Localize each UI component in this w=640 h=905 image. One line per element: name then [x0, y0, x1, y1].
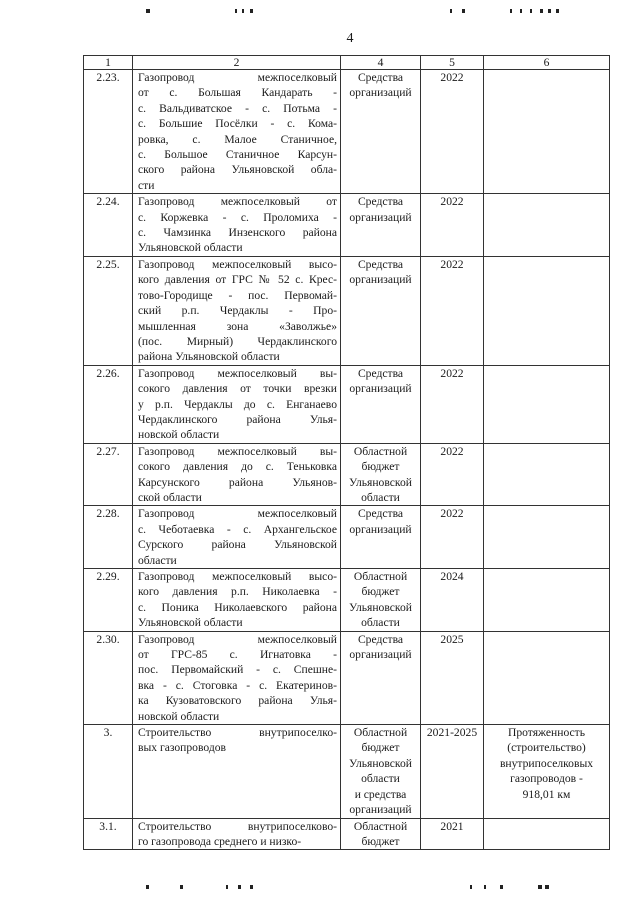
- name-line: с. Вальдиватское - с. Потьма -: [138, 101, 337, 115]
- row-name: [133, 365, 341, 443]
- name-line: тово-Городище - пос. Первомай-: [138, 288, 337, 302]
- name-line: сокого давления до с. Теньковка: [138, 460, 337, 474]
- row-name: [133, 256, 341, 365]
- implementation-year: 2025: [421, 631, 484, 724]
- source-line: Средства: [357, 507, 404, 521]
- name-line: го газопровода среднего и низко-: [138, 834, 302, 848]
- name-line: с. Поника Николаевского района: [138, 600, 337, 614]
- header-col-1: 1: [84, 56, 133, 70]
- name-line: Строительство внутрипоселко-: [138, 726, 337, 740]
- name-line: Газопровод межпоселковый вы-: [138, 366, 337, 380]
- name-line: кого давления от ГРС № 52 с. Крес-: [138, 273, 337, 287]
- source-line: и средства: [354, 787, 407, 801]
- name-line: Газопровод межпоселковый: [138, 71, 337, 84]
- name-line: новской области: [138, 709, 220, 723]
- name-line: ка Кузоватовского района Улья-: [138, 694, 337, 708]
- table-row: [84, 365, 610, 443]
- name-line: кого давления р.п. Николаевка -: [138, 585, 337, 599]
- source-line: Средства: [357, 257, 404, 271]
- table-row: [84, 443, 610, 506]
- indicator-line: внутрипоселковых: [499, 756, 594, 770]
- name-line: Газопровод межпоселковый вы-: [138, 444, 337, 458]
- source-line: области: [361, 490, 400, 504]
- implementation-year: 2022: [421, 256, 484, 365]
- name-line: Чердаклинского района Улья-: [138, 412, 337, 426]
- source-line: бюджет: [361, 460, 400, 474]
- table-row: [84, 725, 610, 818]
- source-line: Областной: [353, 570, 408, 583]
- header-col-2: 2: [133, 56, 341, 70]
- source-line: Ульяновской: [349, 600, 412, 614]
- row-number: 2.23.: [84, 70, 133, 194]
- name-line: Газопровод межпоселковый от: [138, 195, 337, 209]
- row-number: 2.25.: [84, 256, 133, 365]
- source-line: Ульяновской: [349, 756, 412, 770]
- indicator-line: (строительство): [507, 741, 586, 755]
- indicator: [484, 256, 610, 365]
- implementation-year: 2021-2025: [421, 725, 484, 818]
- name-line: мышленная зона «Заволжье»: [138, 319, 337, 333]
- name-line: района Ульяновской области: [138, 350, 280, 364]
- name-line: новской области: [138, 428, 220, 442]
- indicator: [484, 443, 610, 506]
- row-number: 2.30.: [84, 631, 133, 724]
- implementation-year: 2022: [421, 70, 484, 194]
- name-line: ской области: [138, 490, 202, 504]
- row-number: 2.28.: [84, 506, 133, 569]
- indicator: [484, 70, 610, 194]
- row-name: [133, 194, 341, 257]
- source-line: бюджет: [361, 741, 400, 755]
- header-col-6: 6: [484, 56, 610, 70]
- name-line: Ульяновской области: [138, 616, 243, 630]
- funding-source: [341, 818, 421, 850]
- name-line: (пос. Мирный) Чердаклинского: [138, 334, 337, 348]
- source-line: организаций: [349, 648, 412, 662]
- source-line: области: [361, 772, 400, 786]
- name-line: Карсунского района Ульянов-: [138, 475, 337, 489]
- funding-source: [341, 365, 421, 443]
- source-line: организаций: [349, 803, 412, 817]
- source-line: Областной: [353, 726, 408, 740]
- funding-source: [341, 70, 421, 194]
- indicator-line: Протяженность: [507, 726, 586, 740]
- source-line: бюджет: [361, 585, 400, 599]
- name-line: с. Большие Посёлки - с. Кома-: [138, 117, 337, 131]
- name-line: Сурского района Ульяновской: [138, 538, 337, 552]
- implementation-year: 2022: [421, 443, 484, 506]
- table-row: [84, 818, 610, 850]
- indicator: [484, 365, 610, 443]
- indicator: [484, 569, 610, 632]
- row-number: 2.26.: [84, 365, 133, 443]
- name-line: с. Коржевка - с. Проломиха -: [138, 210, 337, 224]
- funding-source: [341, 506, 421, 569]
- funding-source: [341, 256, 421, 365]
- name-line: ровка, с. Малое Станичное,: [138, 132, 337, 146]
- funding-source: [341, 194, 421, 257]
- header-row: [84, 56, 610, 70]
- name-line: Строительство внутрипоселково-: [138, 819, 337, 833]
- name-line: сокого давления от точки врезки: [138, 382, 337, 396]
- name-line: от ГРС-85 с. Игнатовка -: [138, 648, 337, 662]
- table-row: [84, 70, 610, 194]
- table-row: [84, 194, 610, 257]
- implementation-year: 2022: [421, 194, 484, 257]
- name-line: Ульяновской области: [138, 241, 243, 255]
- funding-source: [341, 631, 421, 724]
- indicator-line: 918,01 км: [522, 787, 571, 801]
- row-name: [133, 70, 341, 194]
- scan-artifact-bottom: [140, 885, 560, 891]
- table-row: [84, 569, 610, 632]
- row-name: [133, 818, 341, 850]
- name-line: Газопровод межпоселковый: [138, 507, 337, 521]
- row-name: [133, 569, 341, 632]
- name-line: Газопровод межпоселковый: [138, 632, 337, 646]
- indicator-line: газопроводов -: [510, 772, 583, 786]
- source-line: Областной: [353, 444, 408, 458]
- name-line: с. Большое Станичное Карсун-: [138, 148, 337, 162]
- source-line: бюджет: [361, 834, 400, 848]
- indicator: [484, 194, 610, 257]
- row-name: [133, 631, 341, 724]
- source-line: Средства: [357, 632, 404, 646]
- implementation-year: 2021: [421, 818, 484, 850]
- source-line: организаций: [349, 210, 412, 224]
- funding-source: [341, 725, 421, 818]
- name-line: вых газопроводов: [138, 741, 226, 755]
- source-line: Ульяновской: [349, 475, 412, 489]
- source-line: Средства: [357, 71, 404, 84]
- implementation-year: 2024: [421, 569, 484, 632]
- source-line: Средства: [357, 366, 404, 380]
- name-line: пос. Первомайский - с. Спешне-: [138, 663, 337, 677]
- table-row: [84, 256, 610, 365]
- source-line: организаций: [349, 382, 412, 396]
- funding-source: [341, 443, 421, 506]
- implementation-year: 2022: [421, 506, 484, 569]
- row-number: 2.24.: [84, 194, 133, 257]
- name-line: Газопровод межпоселковый высо-: [138, 570, 337, 583]
- row-name: [133, 725, 341, 818]
- header-col-4: 4: [341, 56, 421, 70]
- source-line: организаций: [349, 86, 412, 100]
- row-number: 3.: [84, 725, 133, 818]
- row-number: 2.27.: [84, 443, 133, 506]
- scan-artifact-top: [90, 9, 590, 15]
- indicator: [484, 818, 610, 850]
- row-name: [133, 506, 341, 569]
- source-line: Областной: [353, 819, 408, 833]
- row-number: 3.1.: [84, 818, 133, 850]
- name-line: области: [138, 553, 177, 567]
- name-line: ский р.п. Чердаклы - Про-: [138, 304, 337, 318]
- header-col-5: 5: [421, 56, 484, 70]
- row-name: [133, 443, 341, 506]
- name-line: сти: [138, 178, 155, 192]
- source-line: организаций: [349, 273, 412, 287]
- name-line: вка - с. Стоговка - с. Екатеринов-: [138, 678, 337, 692]
- source-line: организаций: [349, 522, 412, 536]
- name-line: от с. Большая Кандарать -: [138, 86, 337, 100]
- indicator: [484, 725, 610, 818]
- table-row: [84, 506, 610, 569]
- name-line: у р.п. Чердаклы до с. Енганаево: [138, 397, 337, 411]
- funding-source: [341, 569, 421, 632]
- indicator: [484, 506, 610, 569]
- row-number: 2.29.: [84, 569, 133, 632]
- program-table: [83, 55, 610, 850]
- implementation-year: 2022: [421, 365, 484, 443]
- name-line: с. Чеботаевка - с. Архангельское: [138, 522, 337, 536]
- name-line: Газопровод межпоселковый высо-: [138, 257, 337, 271]
- source-line: области: [361, 616, 400, 630]
- indicator: [484, 631, 610, 724]
- name-line: с. Чамзинка Инзенского района: [138, 226, 337, 240]
- table-row: [84, 631, 610, 724]
- name-line: ского района Ульяновской обла-: [138, 163, 337, 177]
- source-line: Средства: [357, 195, 404, 209]
- page-number: 4: [346, 31, 354, 46]
